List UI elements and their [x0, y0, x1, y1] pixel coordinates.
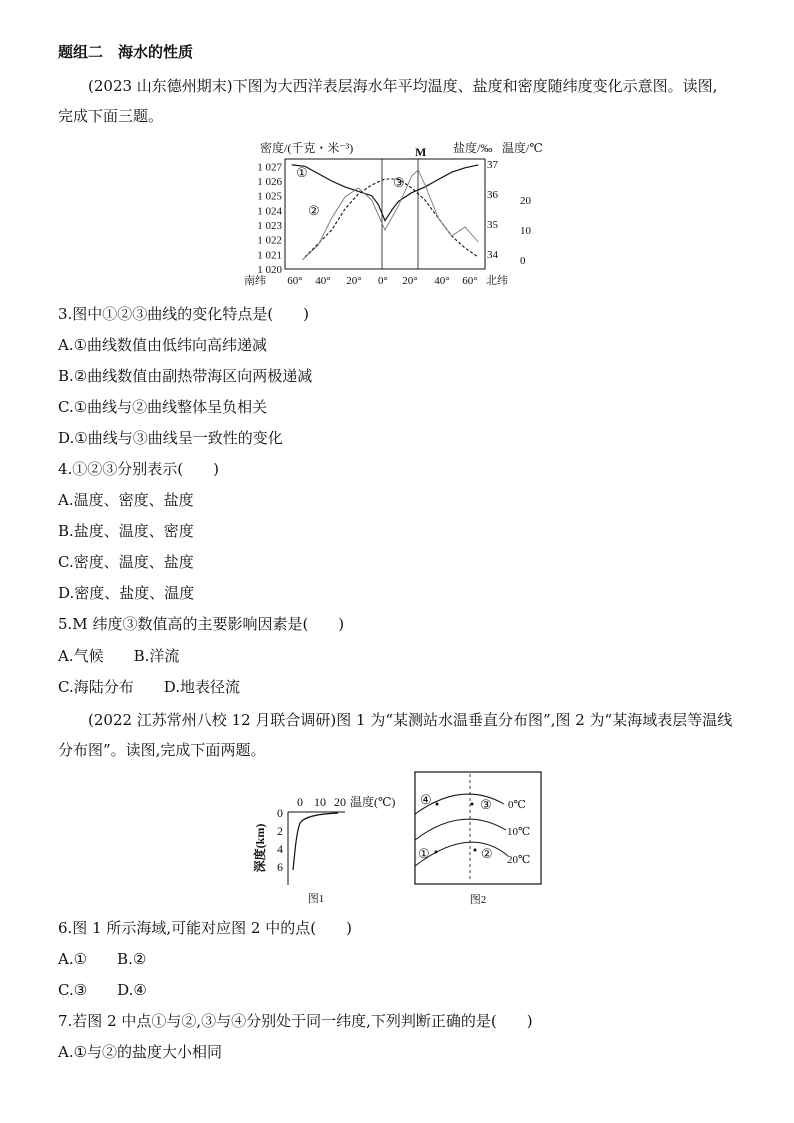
latitude-tick-label: 北纬	[486, 275, 508, 287]
salinity-curve-3	[302, 170, 478, 260]
density-ticks	[257, 161, 282, 276]
density-tick-label: 1 027	[257, 161, 282, 174]
isotherm-label-20c: 20℃	[507, 854, 531, 866]
figure-2	[412, 770, 548, 910]
density-tick-label: 1 025	[257, 190, 282, 203]
curve-3-label: ③	[393, 175, 405, 190]
intro-paragraph-2-cont: 分布图”。读图,完成下面两题。	[58, 741, 266, 759]
point-3-dot	[471, 803, 474, 806]
density-tick-label: 1 021	[257, 249, 282, 262]
latitude-tick-label: 40°	[434, 275, 450, 287]
question-7-option-a: A.①与②的盐度大小相同	[58, 1043, 223, 1061]
salinity-tick-label: 35	[487, 219, 498, 231]
density-tick-label: 1 023	[257, 220, 282, 232]
point-2-label: ②	[481, 846, 493, 861]
temperature-ticks	[520, 195, 532, 267]
depth-axis-label: 深度(km)	[253, 823, 267, 873]
temperature-tick-labels	[297, 795, 346, 809]
question-4-option-b: B.盐度、温度、密度	[58, 522, 194, 540]
intro-paragraph-1: (2023 山东德州期末)下图为大西洋表层海水年平均温度、盐度和密度随纬度变化示意图。读图,	[88, 77, 718, 95]
question-4-option-c: C.密度、温度、盐度	[58, 553, 194, 571]
question-7: 7.若图 2 中点①与②,③与④分别处于同一纬度,下列判断正确的是( )	[58, 1012, 533, 1030]
depth-tick-6: 6	[277, 860, 283, 874]
right-axis-label-salinity: 盐度/‰	[453, 141, 493, 155]
temperature-axis-label: 温度(℃)	[350, 795, 396, 809]
temperature-tick-label: 0	[520, 255, 526, 267]
density-tick-label: 1 022	[257, 234, 282, 247]
temperature-tick-label: 20	[520, 195, 531, 207]
figure-1	[250, 790, 410, 910]
question-3: 3.图中①②③曲线的变化特点是( )	[58, 305, 310, 323]
question-4-option-d: D.密度、盐度、温度	[58, 584, 195, 602]
latitude-tick-label: 20°	[346, 275, 362, 287]
point-1-label: ①	[418, 846, 430, 861]
series-lines	[292, 165, 479, 260]
point-1-dot	[435, 851, 438, 854]
salinity-tick-label: 34	[487, 249, 498, 261]
question-4-option-a: A.温度、密度、盐度	[58, 491, 194, 509]
curve-2-label: ②	[308, 203, 320, 218]
salinity-ticks	[487, 159, 499, 261]
temp-tick-10: 10	[314, 795, 326, 809]
density-tick-label: 1 020	[257, 264, 282, 276]
depth-tick-4: 4	[277, 842, 283, 856]
salinity-tick-label: 36	[487, 189, 498, 201]
density-curve-1	[292, 165, 479, 221]
depth-tick-2: 2	[277, 824, 283, 838]
temp-tick-0: 0	[297, 795, 303, 809]
temperature-profile-curve	[293, 813, 338, 870]
question-5: 5.M 纬度③数值高的主要影响因素是( )	[58, 615, 345, 633]
intro-paragraph-1-cont: 完成下面三题。	[58, 107, 164, 125]
question-3-option-a: A.①曲线数值由低纬向高纬递减	[58, 336, 268, 354]
right-axis-label-temperature: 温度/℃	[502, 141, 543, 155]
latitude-tick-label: 40°	[315, 275, 331, 287]
question-5-options-ab: A.气候 B.洋流	[58, 647, 180, 665]
latitude-tick-label: 0°	[378, 275, 388, 287]
left-axis-label: 密度/(千克・米⁻³)	[260, 141, 354, 155]
density-tick-label: 1 024	[257, 205, 282, 218]
question-6-options-cd: C.③ D.④	[58, 981, 147, 999]
depth-tick-0: 0	[277, 806, 283, 820]
intro-paragraph-2: (2022 江苏常州八校 12 月联合调研)图 1 为“某测站水温垂直分布图”,图 2 为“某海域表层等温线	[88, 711, 733, 729]
latitude-tick-label: 60°	[287, 275, 303, 287]
question-6-options-ab: A.① B.②	[58, 950, 147, 968]
temperature-tick-label: 10	[520, 225, 531, 237]
latitude-chart	[240, 136, 560, 292]
figure-1-caption: 图1	[307, 893, 325, 905]
latitude-tick-label: 南纬	[244, 275, 266, 287]
curve-1-label: ①	[296, 165, 308, 180]
isotherm-10c	[415, 819, 506, 840]
figure-2-caption: 图2	[469, 894, 487, 906]
question-5-options-cd: C.海陆分布 D.地表径流	[58, 678, 240, 696]
point-4-label: ④	[420, 792, 432, 807]
question-3-option-c: C.①曲线与②曲线整体呈负相关	[58, 398, 268, 416]
point-3-label: ③	[480, 797, 492, 812]
question-3-option-d: D.①曲线与③曲线呈一致性的变化	[58, 429, 283, 447]
question-6: 6.图 1 所示海域,可能对应图 2 中的点( )	[58, 919, 352, 937]
isotherm-label-10c: 10℃	[507, 826, 531, 838]
section-title: 题组二 海水的性质	[58, 43, 194, 61]
point-4-dot	[436, 803, 439, 806]
question-3-option-b: B.②曲线数值由副热带海区向两极递减	[58, 367, 313, 385]
salinity-tick-label: 37	[487, 159, 498, 171]
point-2-dot	[474, 849, 477, 852]
temp-tick-20: 20	[334, 795, 346, 809]
latitude-tick-label: 20°	[402, 275, 418, 287]
isotherm-label-0c: 0℃	[508, 799, 526, 811]
question-4: 4.①②③分别表示( )	[58, 460, 220, 478]
latitude-tick-label: 60°	[462, 275, 478, 287]
latitude-ticks	[244, 273, 508, 287]
density-tick-label: 1 026	[257, 176, 282, 188]
marker-m-label: M	[415, 145, 427, 159]
